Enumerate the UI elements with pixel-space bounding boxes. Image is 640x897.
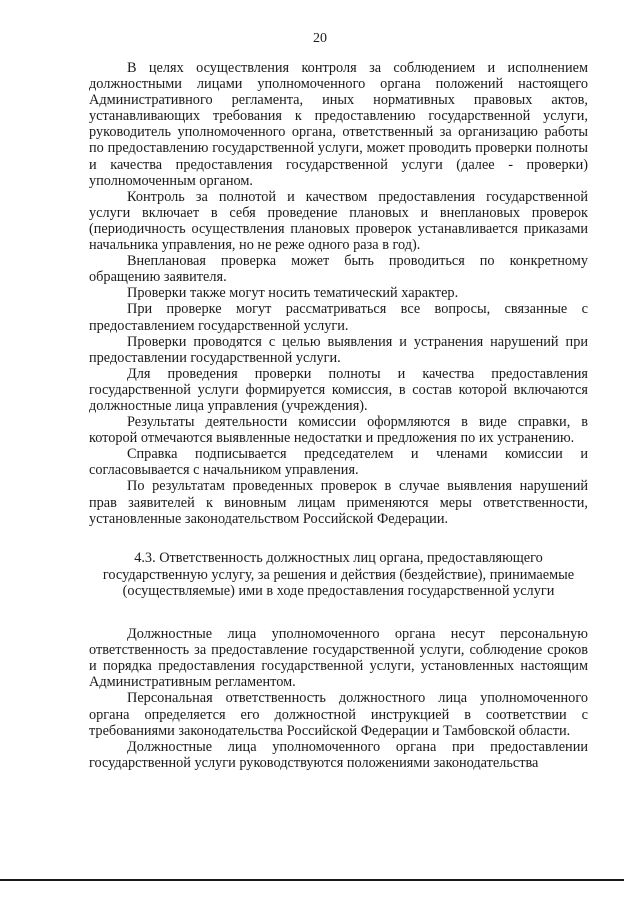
paragraph: Проверки также могут носить тематический характер.	[127, 285, 459, 302]
page-number: 20	[313, 31, 327, 46]
paragraph: В целях осуществления контроля за соблюдением и исполнением должностными лицами уполномоченного органа положений настоящего Административного регламента, иных нормативных правовых актов, устанавливающих требования к предоставлению государственной услуги, руководитель уполномоченного органа, ответственный за организацию работы по предоставлению государственной услуги, может проводить проверки полноты и качества предоставления государственной услуги (далее - проверки) уполномоченным органом.	[89, 60, 588, 189]
paragraph: При проверке могут рассматриваться все вопросы, связанные с предоставлением государственной услуги.	[89, 301, 588, 334]
section-heading-line: (осуществляемые) ими в ходе предоставления государственной услуги	[122, 583, 555, 600]
section-heading-line: 4.3. Ответственность должностных лиц органа, предоставляющего	[134, 549, 543, 566]
paragraph: Внеплановая проверка может быть проводиться по конкретному обращению заявителя.	[89, 253, 588, 286]
document-body	[89, 60, 588, 771]
paragraph: По результатам проведенных проверок в случае выявления нарушений прав заявителей к виновным лицам применяются меры ответственности, установленные законодательством Российской Федерации.	[89, 478, 588, 527]
section-heading	[89, 550, 588, 600]
paragraph: Справка подписывается председателем и членами комиссии и согласовывается с начальником управления.	[89, 446, 588, 479]
section-heading-line: государственную услугу, за решения и действия (бездействие), принимаемые	[102, 566, 575, 583]
paragraph: Должностные лица уполномоченного органа при предоставлении государственной услуги руководствуются положениями законодательства	[89, 738, 588, 771]
paragraph: Для проведения проверки полноты и качества предоставления государственной услуги формируется комиссия, в состав которой включаются должностные лица управления (учреждения).	[89, 365, 588, 414]
paragraph: Результаты деятельности комиссии оформляются в виде справки, в которой отмечаются выявленные недостатки и предложения по их устранению.	[89, 414, 588, 447]
paragraph: Контроль за полнотой и качеством предоставления государственной услуги включает в себя проведение плановых и внеплановых проверок (периодичность осуществления плановых проверок устанавливается приказами начальника управления, но не реже одного раза в год).	[89, 188, 588, 254]
paragraph: Должностные лица уполномоченного органа несут персональную ответственность за предоставление государственной услуги, соблюдение сроков и порядка предоставления государственной услуги, установленных настоящим Административным регламентом.	[89, 626, 588, 691]
footer-divider	[0, 879, 624, 881]
paragraph: Проверки проводятся с целью выявления и устранения нарушений при предоставлении государственной услуги.	[89, 333, 588, 366]
paragraph: Персональная ответственность должностного лица уполномоченного органа определяется его должностной инструкцией в соответствии с требованиями законодательства Российской Федерации и Тамбовской области.	[89, 690, 588, 739]
